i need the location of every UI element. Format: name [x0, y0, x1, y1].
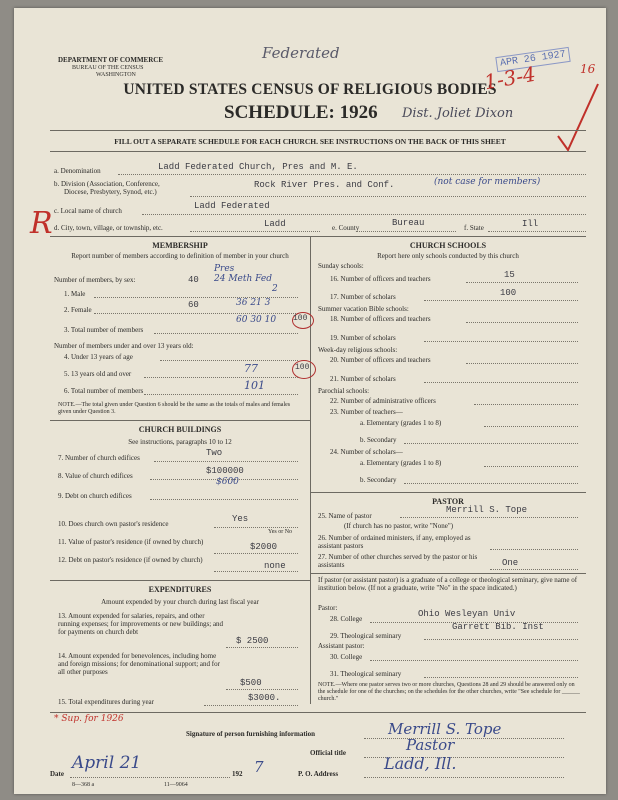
fill-line [190, 231, 320, 232]
fill-line [70, 777, 230, 778]
po-address-value: Ladd, Ill. [384, 754, 457, 773]
fill-line [490, 569, 578, 570]
hw-female-row: 36 21 3 [236, 298, 271, 308]
division-label: b. Division (Association, Conference, [54, 180, 160, 188]
weekday-label: Week-day religious schools: [318, 346, 398, 354]
divider [50, 420, 310, 421]
signature-label: Signature of person furnishing information [186, 730, 315, 738]
census-schedule-page [14, 8, 606, 794]
schools-title: CHURCH SCHOOLS [409, 241, 487, 250]
fill-line [370, 660, 578, 661]
q31-label: 31. Theological seminary [330, 670, 402, 678]
membership-intro: Report number of members according to definition of member in your church [71, 252, 289, 260]
denomination-value: Ladd Federated Church, Pres and M. E. [158, 162, 358, 172]
state-value: Ill [522, 219, 539, 229]
q25-label: 25. Name of pastor [318, 512, 372, 520]
date-value: April 21 [72, 753, 142, 773]
fill-line [466, 322, 578, 323]
q2-label: 2. Female [64, 306, 92, 314]
signature-value: Merrill S. Tope [388, 720, 502, 738]
fill-line [474, 404, 578, 405]
denomination-label: a. Denomination [54, 167, 101, 175]
q13-label: 13. Amount expended for salaries, repairs, and other running expenses; for improvements or new buildings; and for payments on church debt [58, 612, 224, 636]
local-name-label: c. Local name of church [54, 207, 122, 215]
graduate-note: If pastor (or assistant pastor) is a graduate of a college or theological seminary, give name of institution below. (If not a graduate, write "No" in the space indicated.) [318, 576, 578, 592]
q20-label: 20. Number of officers and teachers [330, 356, 431, 364]
fill-line [226, 647, 298, 648]
divider [50, 151, 586, 152]
fill-line [364, 738, 564, 739]
division-value: Rock River Pres. and Conf. [254, 180, 395, 190]
fill-line [484, 426, 578, 427]
handwritten-district: Dist. Joliet Dixon [402, 106, 514, 121]
fill-line [154, 461, 298, 462]
city-label: WASHINGTON [96, 72, 136, 78]
q1-label: 1. Male [64, 290, 86, 298]
pastor-note: NOTE.—Where one pastor serves two or more churches, Questions 28 and 29 should be answered only on the schedule for one of the churches; on the schedules for the other churches, write "See schedule for ______ church." [318, 682, 580, 702]
q30-label: 30. College [330, 653, 363, 661]
fill-line [424, 677, 578, 678]
fill-line [424, 382, 578, 383]
state-label: f. State [464, 224, 484, 232]
q7-label: 7. Number of church edifices [58, 454, 140, 462]
q17-label: 17. Number of scholars [330, 293, 396, 301]
schools-sub: Report here only schools conducted by this church [377, 252, 519, 260]
q3-label: 3. Total number of members [64, 326, 144, 334]
q12-label: 12. Debt on pastor's residence (if owned by church) [58, 556, 203, 564]
sunday-label: Sunday schools: [318, 262, 364, 270]
q8-label: 8. Value of church edifices [58, 472, 133, 480]
local-name-value: Ladd Federated [194, 201, 270, 211]
fill-line [214, 527, 298, 528]
q8-value: $100000 [206, 466, 244, 476]
fill-line [154, 333, 298, 334]
q16-value: 15 [504, 270, 515, 280]
official-title-label: Official title [310, 749, 346, 757]
fill-line [364, 777, 564, 778]
fill-line [424, 341, 578, 342]
q11-value: $2000 [250, 542, 278, 552]
county-value: Bureau [392, 218, 425, 228]
summer-label: Summer vacation Bible schools: [318, 305, 409, 313]
q7-value: Two [206, 448, 223, 458]
year-handwritten: 7 [254, 758, 264, 776]
section-bottom-rule [50, 712, 586, 713]
fill-line [424, 300, 578, 301]
fill-line [226, 689, 298, 690]
q5-value: 77 [244, 362, 258, 375]
q9-label: 9. Debt on church edifices [58, 492, 132, 500]
q28-value: Ohio Wesleyan Univ [418, 609, 516, 619]
parochial-label: Parochial schools: [318, 387, 370, 395]
q14-value: $500 [240, 678, 262, 688]
q23-label: 23. Number of teachers— [330, 408, 403, 416]
yes-no-label: Yes or No [268, 529, 293, 535]
fill-line [160, 360, 298, 361]
q18-label: 18. Number of officers and teachers [330, 315, 431, 323]
q28-label: 28. College [330, 615, 363, 623]
q26-label: 26. Number of ordained ministers, if any, employed as assistant pastors [318, 534, 471, 550]
po-address-label: P. O. Address [298, 770, 339, 778]
q25-value: Merrill S. Tope [446, 505, 528, 515]
q8-hand: $600 [216, 477, 239, 487]
fill-line [150, 479, 298, 480]
red-code: 1-3-4 [482, 61, 538, 95]
fill-line [400, 517, 578, 518]
fill-line [424, 639, 578, 640]
section-top-rule [50, 236, 586, 237]
red-number: 16 [580, 62, 596, 76]
fill-line [214, 553, 298, 554]
city-value: Ladd [264, 219, 286, 229]
hw-male-row: 2 [272, 284, 278, 294]
form-number: 8—368 a [72, 782, 95, 788]
fill-instructions: FILL OUT A SEPARATE SCHEDULE FOR EACH CHURCH. SEE INSTRUCTIONS ON THE BACK OF THIS SHEET [114, 137, 506, 146]
q21-label: 21. Number of scholars [330, 375, 396, 383]
official-title-value: Pastor [406, 736, 455, 754]
female-typed: 60 [188, 300, 199, 310]
form-title: UNITED STATES CENSUS OF RELIGIOUS BODIES [123, 81, 497, 98]
expenditures-title: EXPENDITURES [148, 585, 212, 594]
q29-value: Garrett Bib. Inst [452, 622, 544, 632]
age-intro: Number of members under and over 13 years old: [54, 342, 194, 350]
fill-line [490, 549, 578, 550]
division-handwritten: (not case for members) [434, 177, 541, 187]
fill-line [190, 196, 586, 197]
fill-line [356, 231, 456, 232]
q10-label: 10. Does church own pastor's residence [58, 520, 169, 528]
male-typed: 40 [188, 275, 199, 285]
column-divider [310, 236, 311, 704]
fill-line [142, 214, 586, 215]
q13-value: $ 2500 [236, 636, 269, 646]
fill-line [488, 231, 586, 232]
q5-label: 5. 13 years old and over [64, 370, 132, 378]
divider [310, 573, 586, 574]
q23a-label: a. Elementary (grades 1 to 8) [360, 419, 442, 427]
divider [50, 580, 310, 581]
expenditures-sub: Amount expended by your church during last fiscal year [101, 598, 259, 606]
q19-label: 19. Number of scholars [330, 334, 396, 342]
fill-line [404, 483, 578, 484]
fill-line [484, 466, 578, 467]
fill-line [214, 571, 298, 572]
fill-line [94, 313, 298, 314]
fill-line [466, 363, 578, 364]
q14-label: 14. Amount expended for benevolences, including home and foreign missions; for denominational support; and for all other purposes [58, 652, 220, 676]
q24-label: 24. Number of scholars— [330, 448, 403, 456]
red-check-mark [554, 78, 604, 158]
hw-pres: Pres [214, 264, 235, 274]
fill-line [144, 394, 298, 395]
circled-total: 100 [293, 314, 308, 323]
q12-value: none [264, 561, 286, 571]
received-stamp: APR 26 1927 [495, 47, 570, 72]
q10-value: Yes [232, 514, 249, 524]
hw-total-row: 60 30 10 [236, 315, 277, 325]
print-number: 11—9064 [164, 782, 188, 788]
buildings-sub: See instructions, paragraphs 10 to 12 [128, 438, 232, 446]
fill-line [204, 705, 298, 706]
q27-value: One [502, 558, 519, 568]
fill-line [144, 377, 298, 378]
q29-label: 29. Theological seminary [330, 632, 402, 640]
hw-meth-fed: 24 Meth Fed [214, 274, 272, 284]
division-label-2: Diocese, Presbytery, Synod, etc.) [64, 188, 157, 196]
fill-line [150, 499, 298, 500]
red-r-mark: R [30, 206, 53, 241]
q15-label: 15. Total expenditures during year [58, 698, 154, 706]
buildings-title: CHURCH BUILDINGS [138, 425, 222, 434]
q23b-label: b. Secondary [360, 436, 397, 444]
divider [50, 130, 586, 131]
by-sex-label: Number of members, by sex: [54, 276, 136, 284]
dept-label: DEPARTMENT OF COMMERCE [58, 56, 164, 64]
q25-note: (If church has no pastor, write "None") [344, 522, 454, 530]
pastor-title: PASTOR [432, 497, 464, 506]
membership-title: MEMBERSHIP [152, 241, 208, 250]
q4-label: 4. Under 13 years of age [64, 353, 133, 361]
q16-label: 16. Number of officers and teachers [330, 275, 431, 283]
pastor-sub-label: Pastor: [318, 604, 338, 612]
fill-line [118, 174, 586, 175]
q6-label: 6. Total number of members [64, 387, 144, 395]
circled-q5: 100 [295, 363, 310, 372]
q11-label: 11. Value of pastor's residence (if owned by church) [58, 538, 204, 546]
year-label: 192 [232, 770, 243, 778]
handwritten-federated: Federated [262, 44, 340, 62]
q17-value: 100 [500, 288, 517, 298]
q22-label: 22. Number of administrative officers [330, 397, 436, 405]
q24a-label: a. Elementary (grades 1 to 8) [360, 459, 442, 467]
q27-label: 27. Number of other churches served by the pastor or his assistants [318, 553, 478, 569]
fill-line [404, 443, 578, 444]
assistant-label: Assistant pastor: [318, 642, 365, 650]
q6-value: 101 [244, 379, 265, 392]
bureau-label: BUREAU OF THE CENSUS [72, 65, 144, 71]
divider [310, 492, 586, 493]
red-footnote: * Sup. for 1926 [54, 714, 124, 724]
fill-line [466, 282, 578, 283]
membership-note: NOTE.—The total given under Question 6 should be the same as the totals of males and females given under Question 3. [58, 402, 291, 415]
q15-value: $3000. [248, 693, 281, 703]
schedule-year: SCHEDULE: 1926 [224, 102, 378, 123]
county-label: e. County [332, 224, 360, 232]
date-label: Date [50, 770, 64, 778]
city-label-field: d. City, town, village, or township, etc. [54, 224, 163, 232]
q24b-label: b. Secondary [360, 476, 397, 484]
